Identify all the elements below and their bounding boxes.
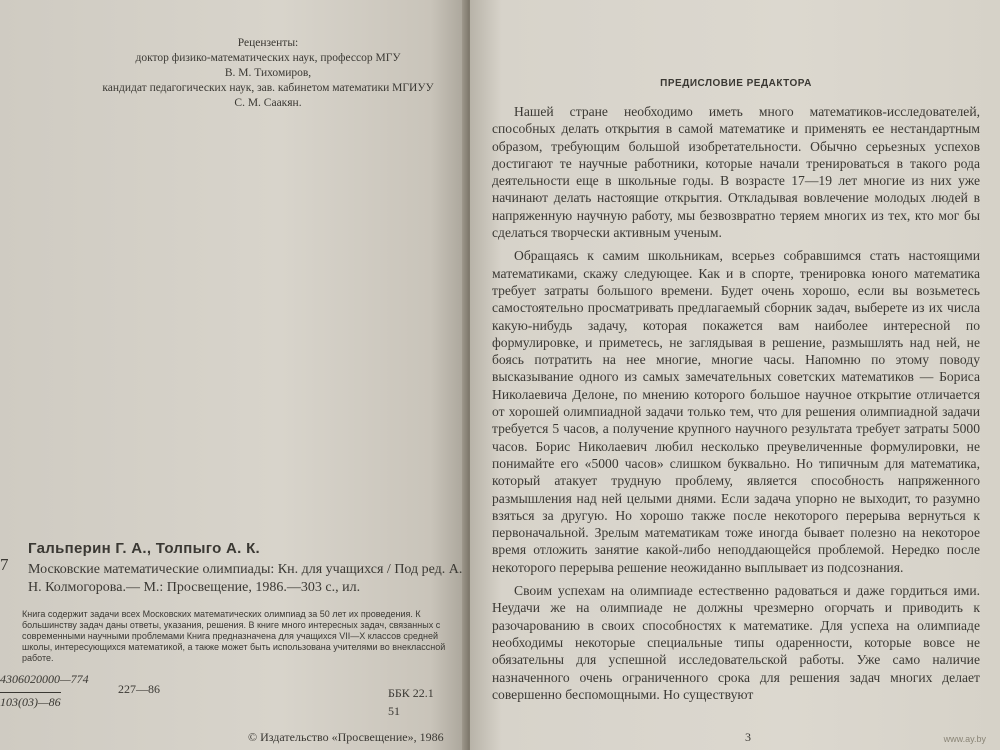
bbk-code: ББК 22.1 — [388, 686, 434, 700]
bibliographic-record — [0, 540, 468, 664]
reviewers-heading: Рецензенты: — [237, 37, 299, 49]
reviewer-line-4: С. М. Саакян. — [234, 97, 302, 109]
copyright-line: © Издательство «Просвещение», 1986 — [248, 730, 444, 744]
page-number: 3 — [745, 730, 751, 744]
reviewer-line-2: В. М. Тихомиров, — [224, 67, 312, 79]
reviewer-line-3: кандидат педагогических наук, зав. кабинетом математики МГИУУ — [102, 82, 434, 94]
left-page — [0, 0, 468, 750]
preface-body — [492, 103, 980, 703]
left-margin-number: 7 — [0, 555, 9, 574]
reviewers-block — [90, 36, 446, 111]
code-bottom: 103(03)—86 — [0, 692, 61, 710]
code-mid: 227—86 — [118, 682, 160, 696]
paragraph-2: Обращаясь к самим школьникам, всерьез собравшимся стать настоящими математиками, скажу следующее. Как и в спорте, тренировка юного математика требует затраты большого времени. Будет очень хорошо, если вы возьметесь самостоятельно просматривать предлагаемый сборник задач, выберете из их числа какую-нибудь задачу, которая покажется вам наиболее интересной по формулировке, и приметесь, не заглядывая в решение, размышлять над ней, не боясь потратить на нее многие, многие часы. Напомню по этому поводу высказывание одного из самых замечательных советских математиков — Бориса Николаевича Делоне, по мнению которого большое научное открытие отличается от хорошей олимпиадной задачи только тем, что для решения олимпиадной задачи требуется 5 часов, а получение крупного научного результата требует затраты 5000 часов. Борис Николаевич любил несколько преувеличенные формулировки, не понимайте его «5000 часов» слишком буквально. Но типичным для математика, который атакует трудную проблему, является способность напряженного размышления над ней целыми днями. Если задача упорно не выходит, то разумно взяться за другую. Но хорошо также после некоторого перерыва вернуться к первоначальной. Зрелым математикам тоже иногда бывает полезно на некоторое время отложить занятие какой-либо неподдающейся проблемой. Нередко после некоторого перерыва решение неожиданно выплывает из подсознания. — [492, 248, 980, 575]
authors: Гальперин Г. А., Толпыго А. К. — [28, 540, 260, 557]
right-page — [470, 0, 1000, 750]
watermark: www.ay.by — [943, 734, 986, 744]
bbk-sub: 51 — [388, 704, 400, 718]
paragraph-1: Нашей стране необходимо иметь много математиков-исследователей, способных делать открытия в самой математике и применять ее нестандартным образом, требующим большой изобретательности. Обычно серьезных успехов достигают те научные работники, которые начали тренироваться в такого рода деятельности еще в школьные годы. В возрасте 17—19 лет многие из них уже начинают делать настоящие открытия. Откладывая вовлечение молодых людей в напряженную научную работу, мы безвозвратно теряем многих из тех, кто мог бы сделаться творчески активным ученым. — [492, 104, 980, 241]
reviewer-line-1: доктор физико-математических наук, профессор МГУ — [135, 52, 401, 64]
code-top: 4306020000—774 — [0, 672, 89, 686]
paragraph-3: Своим успехам на олимпиаде естественно радоваться и даже гордиться ими. Неудачи же на олимпиаде не должны чрезмерно огорчать и приводить к разочарованию в своих способностях к математике. Для успеха на олимпиаде необходимы некоторые специальные типы одаренности, которые вовсе не обязательны для успешной исследовательской работы. Уже само наличие назначенного очень ограниченного срока для решения задач многих делает совершенно беспомощными. Но существуют — [492, 583, 980, 702]
preface-title: ПРЕДИСЛОВИЕ РЕДАКТОРА — [660, 78, 812, 89]
annotation: Книга содержит задачи всех Московских математических олимпиад за 50 лет их проведения. К большинству задач даны ответы, указания, решения. В книге много интересных задач, связанных с современными научными проблемами Книга предназначена для учащихся VII—X классов средней школы, интересующихся математикой, а также может быть использована учителями во внеклассной работе. — [22, 609, 446, 663]
book-description: Московские математические олимпиады: Кн. для учащихся / Под ред. А. Н. Колмогорова.— М.: Просвещение, 1986.—303 с., ил. — [28, 562, 463, 595]
bbk-block — [388, 684, 434, 720]
